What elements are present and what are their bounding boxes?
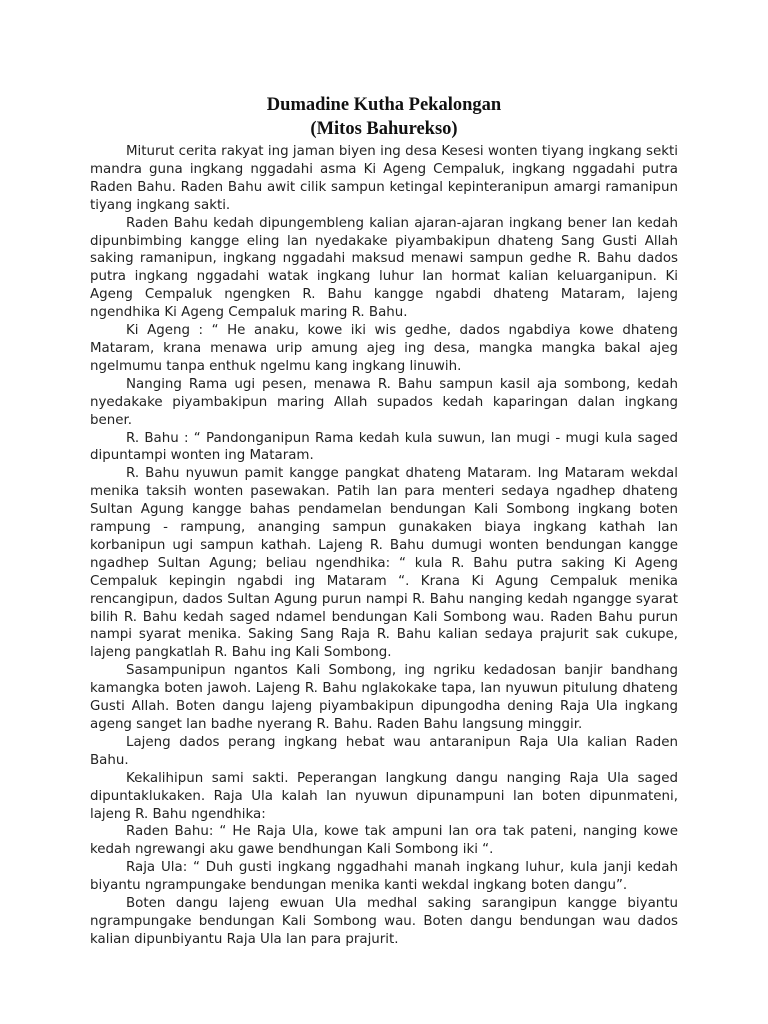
paragraph: Kekalihipun sami sakti. Peperangan langkung dangu nanging Raja Ula saged dipuntaklukaken. Raja Ula kalah lan nyuwun dipunampuni lan boten dipunmateni, lajeng R. Bahu ngendhika: — [90, 770, 678, 822]
paragraph: Raden Bahu kedah dipungembleng kalian ajaran-ajaran ingkang bener lan kedah dipunbimbing kangge eling lan nyedakake piyambakipun dhateng Sang Gusti Allah saking ramanipun, ingkang nggadahi maksud menawi sampun gedhe R. Bahu dados putra ingkang nggadahi watak ingkang luhur lan hormat kalian keluarganipun. Ki Ageng Cempaluk ngengken R. Bahu kangge ngabdi dhateng Mataram, lajeng ngendhika Ki Ageng Cempaluk maring R. Bahu. — [90, 215, 678, 321]
paragraph: Ki Ageng : “ He anaku, kowe iki wis gedhe, dados ngabdiya kowe dhateng Mataram, krana menawa urip amung ajeg ing desa, mangka mangka bakal ajeg ngelmumu tanpa enthuk ngelmu kang ingkang linuwih. — [90, 323, 678, 374]
document-body — [90, 143, 678, 949]
title-line-1: Dumadine Kutha Pekalongan — [266, 95, 502, 115]
paragraph: Raja Ula: “ Duh gusti ingkang nggadhahi manah ingkang luhur, kula janji kedah biyantu ngrampungake bendungan menika kanti wekdal ingkang boten dangu”. — [90, 860, 678, 894]
paragraph: Raden Bahu: “ He Raja Ula, kowe tak ampuni lan ora tak pateni, nanging kowe kedah ngrewangi aku gawe bendhungan Kali Sombong iki “. — [90, 824, 678, 858]
title-line-2: (Mitos Bahurekso) — [310, 119, 458, 139]
paragraph: R. Bahu nyuwun pamit kangge pangkat dhateng Mataram. Ing Mataram wekdal menika taksih wonten pasewakan. Patih lan para menteri sedaya ngadhep dhateng Sultan Agung kangge bahas pendamelan bendungan Kali Sombong ingkang boten rampung - rampung, ananging sampun gunakaken biaya ingkang kathah lan korbanipun ugi sampun kathah. Lajeng R. Bahu dumugi wonten bendungan kangge ngadhep Sultan Agung; beliau ngendhika: “ kula R. Bahu putra saking Ki Ageng Cempaluk kepingin ngabdi ing Mataram “. Krana Ki Agung Cempaluk menika rencangipun, dados Sultan Agung purun nampi R. Bahu nanging kedah ngangge syarat bilih R. Bahu kedah saged ndamel bendungan Kali Sombong wau. Raden Bahu purun nampi syarat menika. Saking Sang Raja R. Bahu kalian sedaya prajurit sak cukupe, lajeng pangkatlah R. Bahu ing Kali Sombong. — [90, 466, 678, 661]
paragraph: Boten dangu lajeng ewuan Ula medhal saking sarangipun kangge biyantu ngrampungake bendungan Kali Sombong wau. Boten dangu bendungan wau dados kalian dipunbiyantu Raja Ula lan para prajurit. — [90, 896, 678, 947]
paragraph: Lajeng dados perang ingkang hebat wau antaranipun Raja Ula kalian Raden Bahu. — [90, 734, 678, 768]
paragraph: Nanging Rama ugi pesen, menawa R. Bahu sampun kasil aja sombong, kedah nyedakake piyambakipun maring Allah supados kedah kaparingan dalan ingkang bener. — [90, 376, 678, 428]
paragraph: R. Bahu : “ Pandonganipun Rama kedah kula suwun, lan mugi - mugi kula saged dipuntampi wonten ing Mataram. — [90, 430, 678, 464]
document-title — [90, 93, 678, 141]
paragraph: Sasampunipun ngantos Kali Sombong, ing ngriku kedadosan banjir bandhang kamangka boten jawoh. Lajeng R. Bahu nglakokake tapa, lan nyuwun pitulung dhateng Gusti Allah. Boten dangu lajeng piyambakipun dipungodha dening Raja Ula ingkang ageng sanget lan badhe nyerang R. Bahu. Raden Bahu langsung minggir. — [90, 663, 678, 732]
paragraph: Miturut cerita rakyat ing jaman biyen ing desa Kesesi wonten tiyang ingkang sekti mandra guna ingkang nggadahi asma Ki Ageng Cempaluk, ingkang nggadahi putra Raden Bahu. Raden Bahu awit cilik sampun ketingal kepinteranipun amargi ramanipun tiyang ingkang sakti. — [90, 144, 678, 213]
